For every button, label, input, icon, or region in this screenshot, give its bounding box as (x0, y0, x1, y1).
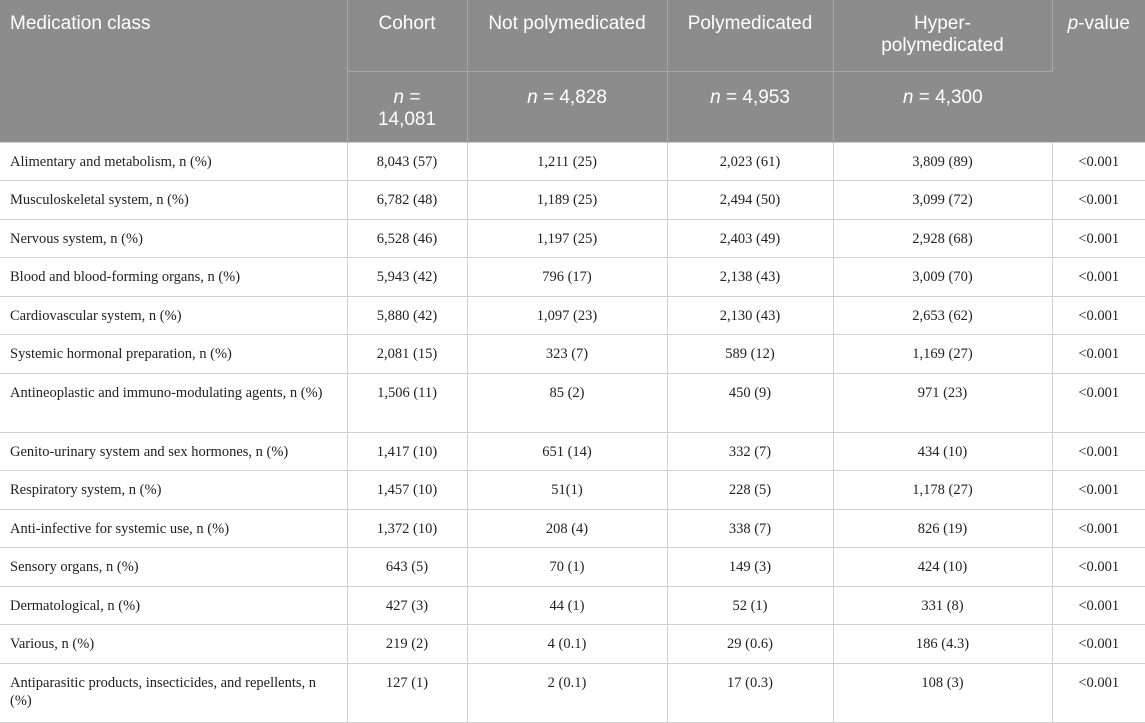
table-row (0, 258, 1145, 297)
row-label: Musculoskeletal system, n (%) (0, 181, 347, 220)
header-medication-class: Medication class (0, 0, 347, 142)
cohort-value: 5,880 (42) (347, 296, 467, 335)
polymedicated-value: 52 (1) (667, 586, 833, 625)
row-label: Alimentary and metabolism, n (%) (0, 142, 347, 181)
hyper-polymedicated-value: 3,099 (72) (833, 181, 1052, 220)
header-n-cohort (347, 71, 467, 142)
header-n-not-polymedicated (467, 71, 667, 142)
cohort-value: 1,417 (10) (347, 432, 467, 471)
p-value: <0.001 (1052, 181, 1145, 220)
n-value-hyper-polymedicated: = 4,300 (918, 86, 983, 108)
row-label: Nervous system, n (%) (0, 219, 347, 258)
polymedicated-value: 332 (7) (667, 432, 833, 471)
hyper-polymedicated-value: 3,809 (89) (833, 142, 1052, 181)
cohort-value: 1,506 (11) (347, 373, 467, 432)
hyper-polymedicated-value: 3,009 (70) (833, 258, 1052, 297)
hyper-polymedicated-value: 971 (23) (833, 373, 1052, 432)
row-label: Antiparasitic products, insecticides, and repellents, n (%) (0, 663, 347, 722)
row-label: Sensory organs, n (%) (0, 548, 347, 587)
n-label: n (527, 86, 538, 108)
header-n-polymedicated (667, 71, 833, 142)
header-cohort: Cohort (347, 0, 467, 71)
n-value-cohort: = 14,081 (377, 86, 437, 130)
header-row (0, 0, 1145, 71)
row-label: Anti-infective for systemic use, n (%) (0, 509, 347, 548)
table-row (0, 586, 1145, 625)
hyper-polymedicated-value: 1,169 (27) (833, 335, 1052, 374)
hyper-polymedicated-value: 424 (10) (833, 548, 1052, 587)
p-value: <0.001 (1052, 663, 1145, 722)
polymedicated-value: 2,403 (49) (667, 219, 833, 258)
polymedicated-value: 17 (0.3) (667, 663, 833, 722)
p-value: <0.001 (1052, 509, 1145, 548)
p-value: <0.001 (1052, 258, 1145, 297)
table-row (0, 219, 1145, 258)
not-polymedicated-value: 651 (14) (467, 432, 667, 471)
row-label: Various, n (%) (0, 625, 347, 664)
cohort-value: 2,081 (15) (347, 335, 467, 374)
not-polymedicated-value: 208 (4) (467, 509, 667, 548)
not-polymedicated-value: 796 (17) (467, 258, 667, 297)
row-label: Respiratory system, n (%) (0, 471, 347, 510)
polymedicated-value: 29 (0.6) (667, 625, 833, 664)
hyper-polymedicated-value: 2,928 (68) (833, 219, 1052, 258)
table-row (0, 373, 1145, 432)
polymedicated-value: 2,023 (61) (667, 142, 833, 181)
table-row (0, 509, 1145, 548)
polymedicated-value: 450 (9) (667, 373, 833, 432)
p-value: <0.001 (1052, 296, 1145, 335)
header-hyper-polymedicated (833, 0, 1052, 71)
not-polymedicated-value: 1,097 (23) (467, 296, 667, 335)
polymedicated-value: 228 (5) (667, 471, 833, 510)
header-polymedicated: Polymedicated (667, 0, 833, 71)
cohort-value: 6,528 (46) (347, 219, 467, 258)
n-value-not-polymedicated: = 4,828 (542, 86, 607, 108)
not-polymedicated-value: 51(1) (467, 471, 667, 510)
not-polymedicated-value: 4 (0.1) (467, 625, 667, 664)
n-value-polymedicated: = 4,953 (725, 86, 790, 108)
p-value: <0.001 (1052, 142, 1145, 181)
row-label: Cardiovascular system, n (%) (0, 296, 347, 335)
header-p-rest: -value (1078, 13, 1130, 34)
hyper-polymedicated-value: 434 (10) (833, 432, 1052, 471)
cohort-value: 127 (1) (347, 663, 467, 722)
not-polymedicated-value: 2 (0.1) (467, 663, 667, 722)
row-label: Blood and blood-forming organs, n (%) (0, 258, 347, 297)
hyper-polymedicated-value: 331 (8) (833, 586, 1052, 625)
not-polymedicated-value: 323 (7) (467, 335, 667, 374)
n-label: n (902, 86, 914, 108)
hyper-polymedicated-value: 2,653 (62) (833, 296, 1052, 335)
n-label: n (710, 86, 721, 108)
p-value: <0.001 (1052, 219, 1145, 258)
polymedicated-value: 589 (12) (667, 335, 833, 374)
hyper-polymedicated-value: 1,178 (27) (833, 471, 1052, 510)
polymedicated-value: 2,494 (50) (667, 181, 833, 220)
hyper-polymedicated-value: 186 (4.3) (833, 625, 1052, 664)
cohort-value: 427 (3) (347, 586, 467, 625)
cohort-value: 8,043 (57) (347, 142, 467, 181)
p-value: <0.001 (1052, 373, 1145, 432)
table-row (0, 296, 1145, 335)
header-n-hyper-polymedicated (833, 71, 1052, 142)
not-polymedicated-value: 85 (2) (467, 373, 667, 432)
row-label: Dermatological, n (%) (0, 586, 347, 625)
table-row (0, 181, 1145, 220)
row-label: Genito-urinary system and sex hormones, n (%) (0, 432, 347, 471)
cohort-value: 219 (2) (347, 625, 467, 664)
header-p-value (1052, 0, 1145, 142)
table-row (0, 625, 1145, 664)
header-hyper-polymedicated-label: Hyper-polymedicated (881, 13, 1004, 56)
p-value: <0.001 (1052, 625, 1145, 664)
header-not-polymedicated (467, 0, 667, 71)
cohort-value: 6,782 (48) (347, 181, 467, 220)
cohort-value: 1,457 (10) (347, 471, 467, 510)
row-label: Antineoplastic and immuno-modulating agents, n (%) (0, 373, 347, 432)
header-not-polymedicated-label: Not polymedicated (488, 13, 646, 34)
p-value: <0.001 (1052, 586, 1145, 625)
cohort-value: 5,943 (42) (347, 258, 467, 297)
p-value: <0.001 (1052, 471, 1145, 510)
header-p-italic: p (1067, 13, 1079, 34)
p-value: <0.001 (1052, 548, 1145, 587)
table-row (0, 142, 1145, 181)
table-row (0, 471, 1145, 510)
table-row (0, 335, 1145, 374)
n-label: n (393, 86, 405, 108)
polymedicated-value: 149 (3) (667, 548, 833, 587)
not-polymedicated-value: 1,189 (25) (467, 181, 667, 220)
cohort-value: 1,372 (10) (347, 509, 467, 548)
p-value: <0.001 (1052, 335, 1145, 374)
table-row (0, 548, 1145, 587)
p-value: <0.001 (1052, 432, 1145, 471)
polymedicated-value: 2,130 (43) (667, 296, 833, 335)
polymedicated-value: 2,138 (43) (667, 258, 833, 297)
hyper-polymedicated-value: 826 (19) (833, 509, 1052, 548)
not-polymedicated-value: 1,211 (25) (467, 142, 667, 181)
table-row (0, 432, 1145, 471)
polymedicated-value: 338 (7) (667, 509, 833, 548)
not-polymedicated-value: 44 (1) (467, 586, 667, 625)
cohort-value: 643 (5) (347, 548, 467, 587)
row-label: Systemic hormonal preparation, n (%) (0, 335, 347, 374)
not-polymedicated-value: 70 (1) (467, 548, 667, 587)
hyper-polymedicated-value: 108 (3) (833, 663, 1052, 722)
not-polymedicated-value: 1,197 (25) (467, 219, 667, 258)
table-row (0, 663, 1145, 722)
